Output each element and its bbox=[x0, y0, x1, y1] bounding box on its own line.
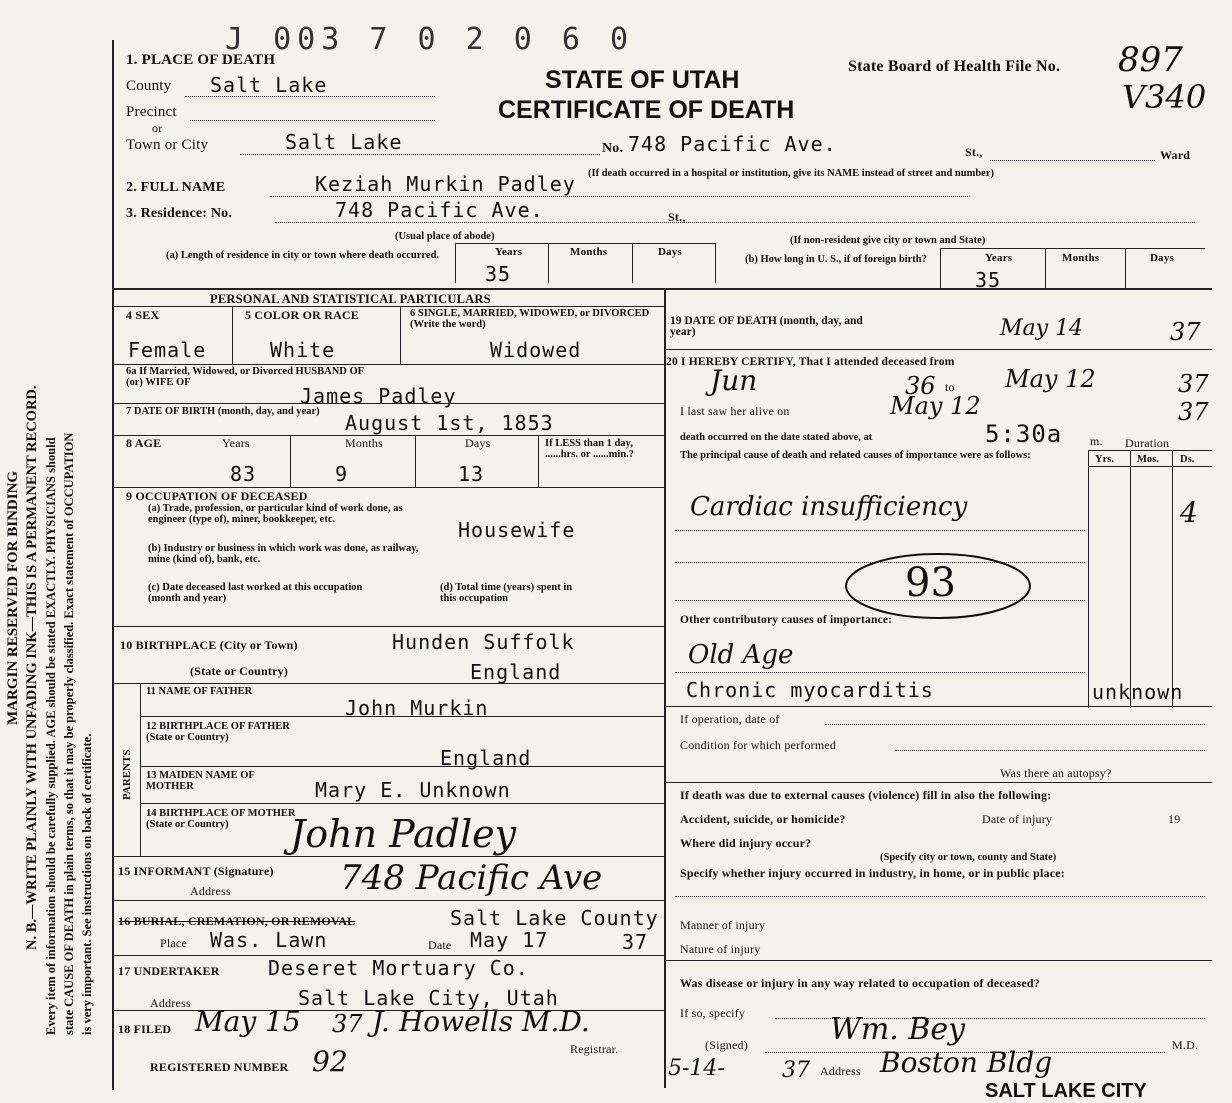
length-days-label: Days bbox=[658, 246, 683, 258]
spouse-value: James Padley bbox=[300, 384, 457, 408]
undertaker-value: Deseret Mortuary Co. bbox=[268, 956, 529, 980]
registrar-signature: J. Howells M.D. bbox=[372, 1005, 590, 1038]
dob-value: August 1st, 1853 bbox=[345, 411, 554, 435]
registered-number-label: REGISTERED NUMBER bbox=[150, 1060, 289, 1074]
attended-from-year: 36 bbox=[905, 372, 936, 400]
physician-address-label: Address bbox=[820, 1064, 861, 1078]
dob-label: 7 DATE OF BIRTH (month, day, and year) bbox=[126, 406, 320, 417]
if-so-label: If so, specify bbox=[680, 1006, 746, 1020]
residence-label: 3. Residence: No. bbox=[126, 206, 233, 221]
certify-label: 20 I HEREBY CERTIFY, That I attended deceased from bbox=[666, 356, 955, 368]
full-name-label: 2. FULL NAME bbox=[126, 180, 226, 195]
foreign-years: 35 bbox=[975, 268, 1002, 292]
filed-date: May 15 bbox=[195, 1005, 301, 1038]
street-label: St., bbox=[965, 145, 983, 159]
city-stamp: SALT LAKE CITY bbox=[985, 1080, 1147, 1102]
registered-number: 92 bbox=[312, 1045, 348, 1078]
classification-code: 93 bbox=[905, 560, 956, 606]
m-label: m. bbox=[1090, 434, 1103, 448]
duration-label: Duration bbox=[1125, 436, 1170, 450]
full-name-value: Keziah Murkin Padley bbox=[315, 172, 576, 196]
color-value: White bbox=[270, 338, 336, 362]
county-value: Salt Lake bbox=[210, 73, 328, 97]
age-days: 13 bbox=[458, 462, 485, 486]
sex-label: 4 SEX bbox=[126, 308, 160, 322]
foreign-years-label: Years bbox=[985, 252, 1013, 264]
nonresident-note: (If non-resident give city or town and State) bbox=[790, 235, 986, 246]
mother-value: Mary E. Unknown bbox=[315, 778, 511, 802]
hospital-note: (If death occurred in a hospital or institution, give its NAME instead of street and number) bbox=[588, 168, 995, 179]
injury-year-label: 19 bbox=[1168, 812, 1181, 826]
condition-label: Condition for which performed bbox=[680, 738, 837, 752]
foreign-birth-label: (b) How long in U. S., if of foreign birth? bbox=[745, 254, 927, 265]
burial-year: 37 bbox=[622, 930, 649, 954]
cause-duration: 4 bbox=[1180, 496, 1198, 529]
precinct-label: Precinct bbox=[126, 104, 177, 120]
place-address: 748 Pacific Ave. bbox=[628, 132, 837, 156]
marital-value: Widowed bbox=[490, 338, 582, 362]
age-years: 83 bbox=[230, 462, 257, 486]
abode-note: (Usual place of abode) bbox=[395, 231, 495, 242]
state-country-label: (State or Country) bbox=[190, 664, 289, 678]
certificate-title: CERTIFICATE OF DEATH bbox=[498, 96, 795, 124]
physician-address: Boston Bldg bbox=[880, 1046, 1053, 1079]
other-causes-label: Other contributory causes of importance: bbox=[680, 614, 893, 626]
attended-from: Jun bbox=[710, 364, 758, 397]
attended-to-year: 37 bbox=[1178, 370, 1209, 398]
occupation-c-label: (c) Date deceased last worked at this occupation (month and year) bbox=[148, 582, 363, 604]
burial-place-label: Place bbox=[160, 936, 187, 950]
injury-date-label: Date of injury bbox=[982, 812, 1053, 826]
informant-signature: John Padley bbox=[290, 812, 517, 856]
external-causes-label: If death was due to external causes (violence) fill in also the following: bbox=[680, 788, 1052, 802]
file-number: 897 bbox=[1118, 40, 1183, 80]
spouse-label: 6a If Married, Widowed, or Divorced HUSBAND OF (or) WIFE OF bbox=[126, 366, 364, 388]
or-label: or bbox=[152, 121, 163, 135]
residence-value: 748 Pacific Ave. bbox=[335, 198, 544, 222]
date-of-death-label: 19 DATE OF DEATH (month, day, and year) bbox=[670, 315, 863, 338]
nature-label: Nature of injury bbox=[680, 942, 761, 956]
signed-label: (Signed) bbox=[705, 1038, 748, 1052]
ward-label: Ward bbox=[1160, 148, 1191, 162]
last-seen: May 12 bbox=[890, 392, 981, 420]
burial-place: Was. Lawn bbox=[210, 928, 328, 952]
accident-label: Accident, suicide, or homicide? bbox=[680, 812, 846, 826]
father-value: John Murkin bbox=[345, 696, 489, 720]
cause-of-death: Cardiac insufficiency bbox=[690, 492, 968, 522]
age-years-label: Years bbox=[222, 436, 250, 450]
to-label: to bbox=[945, 380, 955, 394]
burial-value: Salt Lake County bbox=[450, 906, 659, 930]
birthplace-country: England bbox=[470, 660, 562, 684]
informant-address-label: Address bbox=[190, 884, 231, 898]
date-of-death: May 14 bbox=[1000, 316, 1084, 341]
marital-label: 6 SINGLE, MARRIED, WIDOWED, or DIVORCED (Write the word) bbox=[410, 308, 650, 330]
operation-label: If operation, date of bbox=[680, 712, 780, 726]
number-label: No. bbox=[602, 141, 624, 156]
occupation-label: 9 OCCUPATION OF DECEASED bbox=[126, 489, 308, 503]
other-cause-2-duration: unknown bbox=[1092, 680, 1184, 704]
color-label: 5 COLOR OR RACE bbox=[245, 308, 360, 322]
occupation-value: Housewife bbox=[458, 518, 576, 542]
occupation-b-label: (b) Industry or business in which work was done, as railway, mine (kind of), bank, etc. bbox=[148, 543, 419, 565]
birthplace-city: Hunden Suffolk bbox=[392, 630, 575, 654]
other-cause-1: Old Age bbox=[688, 640, 794, 670]
personal-heading: PERSONAL AND STATISTICAL PARTICULARS bbox=[210, 292, 491, 306]
margin-note-line4: is very important. See instructions on back of certificate. bbox=[80, 733, 94, 1035]
birthplace-label: 10 BIRTHPLACE (City or Town) bbox=[120, 638, 298, 652]
burial-date: May 17 bbox=[470, 928, 549, 952]
margin-note-line2: Every item of information should be carefully supplied. AGE should be stated EXACTLY. PHYSICIANS should bbox=[44, 437, 58, 1035]
undertaker-address: Salt Lake City, Utah bbox=[298, 986, 559, 1010]
file-number-label: State Board of Health File No. bbox=[848, 58, 1061, 75]
father-birthplace-label: 12 BIRTHPLACE OF FATHER (State or Country) bbox=[146, 721, 290, 743]
cause-label: The principal cause of death and related causes of importance were as follows: bbox=[680, 450, 1031, 461]
parents-label: PARENTS bbox=[121, 749, 133, 800]
burial-date-label: Date bbox=[428, 938, 452, 952]
age-months: 9 bbox=[335, 462, 349, 486]
disease-label: Was disease or injury in any way related to occupation of deceased? bbox=[680, 976, 1040, 990]
autopsy-label: Was there an autopsy? bbox=[1000, 766, 1112, 780]
date-of-death-year: 37 bbox=[1170, 318, 1201, 346]
state-title: STATE OF UTAH bbox=[545, 66, 740, 94]
other-cause-2: Chronic myocarditis bbox=[686, 678, 934, 702]
father-birthplace: England bbox=[440, 746, 532, 770]
months-col-label: Mos. bbox=[1137, 454, 1159, 465]
mother-label: 13 MAIDEN NAME OF MOTHER bbox=[146, 770, 255, 792]
signature-year: 37 bbox=[782, 1058, 810, 1083]
manner-label: Manner of injury bbox=[680, 918, 766, 932]
md-label: M.D. bbox=[1172, 1038, 1199, 1052]
town-value: Salt Lake bbox=[285, 130, 403, 154]
place-of-death-label: 1. PLACE OF DEATH bbox=[126, 52, 276, 68]
town-label: Town or City bbox=[126, 137, 209, 153]
margin-note-line1: N. B.—WRITE PLAINLY WITH UNFADING INK—THIS IS A PERMANENT RECORD. bbox=[24, 385, 40, 950]
attended-to: May 12 bbox=[1005, 365, 1096, 393]
foreign-days-label: Days bbox=[1150, 252, 1175, 264]
filed-year: 37 bbox=[332, 1010, 363, 1038]
days-col-label: Ds. bbox=[1180, 454, 1195, 465]
age-months-label: Months bbox=[345, 436, 383, 450]
last-seen-year: 37 bbox=[1178, 398, 1209, 426]
time-of-death: 5:30a bbox=[985, 420, 1063, 448]
industry-label: Specify whether injury occurred in industry, in home, or in public place: bbox=[680, 866, 1065, 880]
age-days-label: Days bbox=[465, 436, 491, 450]
informant-label: 15 INFORMANT (Signature) bbox=[118, 864, 274, 878]
occupation-a-label: (a) Trade, profession, or particular kind of work done, as engineer (type of), miner, bookkeeper, etc. bbox=[148, 503, 403, 525]
last-seen-label: I last saw her alive on bbox=[680, 404, 790, 418]
occupation-d-label: (d) Total time (years) spent in this occupation bbox=[440, 582, 573, 604]
age-label: 8 AGE bbox=[126, 436, 162, 450]
less-than-label: If LESS than 1 day, ......hrs. or ......min.? bbox=[545, 438, 635, 460]
sex-value: Female bbox=[128, 338, 207, 362]
where-note: (Specify city or town, county and State) bbox=[880, 852, 1057, 863]
years-col-label: Yrs. bbox=[1095, 454, 1114, 465]
file-note: V340 bbox=[1122, 78, 1207, 116]
father-label: 11 NAME OF FATHER bbox=[146, 686, 253, 697]
margin-reserved-note: MARGIN RESERVED FOR BINDING bbox=[5, 470, 21, 725]
length-months-label: Months bbox=[570, 246, 608, 258]
serial-number: J 003 7 0 2 0 6 0 bbox=[225, 22, 635, 57]
length-years-label: Years bbox=[495, 246, 523, 258]
residence-street-label: St., bbox=[668, 210, 686, 224]
county-label: County bbox=[126, 78, 172, 94]
registrar-label: Registrar. bbox=[570, 1042, 619, 1056]
filed-label: 18 FILED bbox=[118, 1022, 172, 1036]
length-of-residence-label: (a) Length of residence in city or town where death occurred. bbox=[165, 250, 440, 261]
where-label: Where did injury occur? bbox=[680, 836, 812, 850]
burial-label: 16 BURIAL, CREMATION, OR REMOVAL bbox=[118, 914, 356, 928]
margin-note-line3: state CAUSE OF DEATH in plain terms, so that it may be properly classified. Exact statement of OCCUPATION bbox=[62, 432, 76, 1035]
informant-address: 748 Pacific Ave bbox=[340, 858, 603, 898]
mother-birthplace-label: 14 BIRTHPLACE OF MOTHER (State or Country) bbox=[146, 808, 296, 830]
foreign-months-label: Months bbox=[1062, 252, 1100, 264]
occurred-label: death occurred on the date stated above, at bbox=[680, 432, 873, 443]
signature-date: 5-14- bbox=[668, 1056, 725, 1081]
undertaker-label: 17 UNDERTAKER bbox=[118, 964, 220, 978]
length-years: 35 bbox=[485, 262, 512, 286]
undertaker-address-label: Address bbox=[150, 996, 191, 1010]
physician-signature: Wm. Bey bbox=[830, 1012, 966, 1047]
